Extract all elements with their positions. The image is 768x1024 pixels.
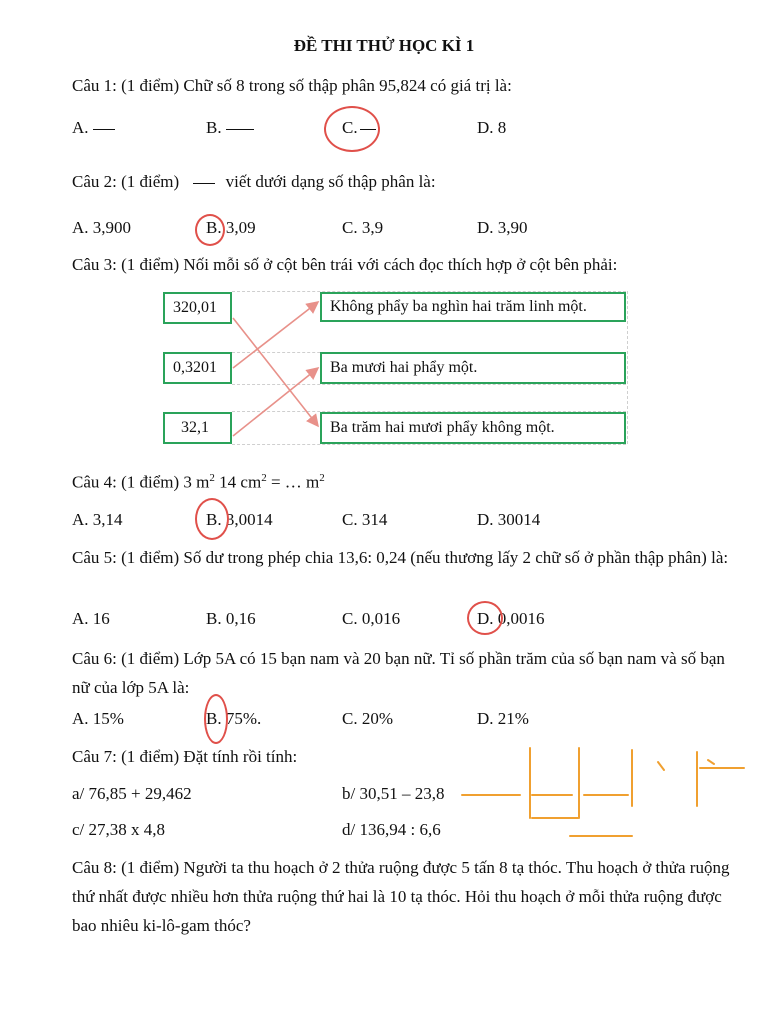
q7-item-a: a/ 76,85 + 29,462 <box>72 784 192 803</box>
q2-suffix: viết dưới dạng số thập phân là: <box>225 172 436 191</box>
q5-option-a: A. 16 <box>72 609 110 628</box>
q6-option-b: B. 75%. <box>206 709 262 728</box>
q6-option-c: C. 20% <box>342 709 393 728</box>
q4-option-b: B. 3,0014 <box>206 510 273 529</box>
question-1: Câu 1: (1 điểm) Chữ số 8 trong số thập phân 95,824 có giá trị là: <box>72 76 512 95</box>
question-5: Câu 5: (1 điểm) Số dư trong phép chia 13,6: 0,24 (nếu thương lấy 2 chữ số ở phần thập phân) là: <box>72 548 729 567</box>
q5-option-c: C. 0,016 <box>342 609 401 628</box>
q2-option-a: A. 3,900 <box>72 218 132 237</box>
q2-prefix: Câu 2: (1 điểm) <box>72 172 180 191</box>
right-box-3: Ba trăm hai mươi phẩy không một. <box>320 412 626 444</box>
q1-option-c: C. <box>342 118 376 138</box>
ink-stroke <box>708 760 714 764</box>
q4-option-c: C. 314 <box>342 510 388 529</box>
q7-item-c: c/ 27,38 x 4,8 <box>72 820 166 839</box>
page-title: ĐỀ THI THỬ HỌC KÌ 1 <box>293 36 475 55</box>
left-box-2: 0,3201 <box>163 352 232 384</box>
q4-option-d: D. 30014 <box>477 510 541 529</box>
left-box-3: 32,1 <box>163 412 232 444</box>
q4-option-a: A. 3,14 <box>72 510 123 529</box>
q7-item-d: d/ 136,94 : 6,6 <box>342 820 441 839</box>
q2-option-d: D. 3,90 <box>477 218 528 237</box>
question-7: Câu 7: (1 điểm) Đặt tính rồi tính: <box>72 747 298 766</box>
left-box-1: 320,01 <box>163 292 232 324</box>
q6-option-a: A. 15% <box>72 709 124 728</box>
q6-option-d: D. 21% <box>477 709 529 728</box>
question-8: Câu 8: (1 điểm) Người ta thu hoạch ở 2 thửa ruộng được 5 tấn 8 tạ thóc. Thu hoạch ở thửa ruộng thứ nhất được nhiều hơn thửa ruộng thứ hai là 10 tạ thóc. Hỏi thu hoạch ở mỗi thửa ruộng được bao nhiêu ki-lô-gam thóc? <box>72 858 730 935</box>
q1-option-d: D. 8 <box>477 118 507 137</box>
right-box-1: Không phẩy ba nghìn hai trăm linh một. <box>320 292 626 322</box>
question-6: Câu 6: (1 điểm) Lớp 5A có 15 bạn nam và 20 bạn nữ. Tỉ số phần trăm của số bạn nam và số bạn nữ của lớp 5A là: <box>72 649 725 697</box>
ink-stroke <box>658 762 664 770</box>
q1-option-a: A. <box>72 118 115 138</box>
q2-option-b: B. 3,09 <box>206 218 256 237</box>
q5-option-b: B. 0,16 <box>206 609 256 628</box>
q2-option-c: C. 3,9 <box>342 218 384 237</box>
q1-option-b: B. <box>206 118 254 138</box>
question-3: Câu 3: (1 điểm) Nối mỗi số ở cột bên trái với cách đọc thích hợp ở cột bên phải: <box>72 255 618 274</box>
question-4: Câu 4: (1 điểm) 3 $m^2$ 14 $cm^2$ = … $m^2$ <box>72 472 325 492</box>
right-box-2: Ba mươi hai phẩy một. <box>320 352 626 384</box>
q7-item-b: b/ 30,51 – 23,8 <box>342 784 445 803</box>
q5-option-d: D. 0,0016 <box>477 609 545 628</box>
